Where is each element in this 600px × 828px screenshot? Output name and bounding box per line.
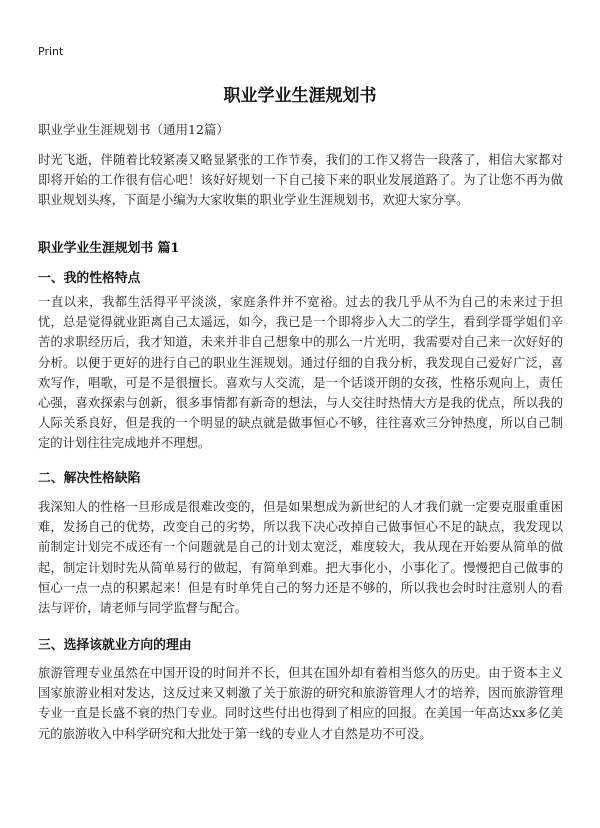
section-heading: 二、解决性格缺陷 [38, 471, 141, 486]
document-subtitle: 职业学业生涯规划书（通用12篇） [38, 122, 229, 137]
section-body: 我深知人的性格一旦形成是很难改变的，但是如果想成为新世纪的人才我们就一定要克服重重困难，发扬自己的优势，改变自己的劣势，所以我下决心改掉自己做事恒心不足的缺点，我发现以前制定计划完不成还有一个问题就是自己的计划太宽泛，难度较大，我从现在开始要从简单的做起，制定计划时先从简单易行的做起，有简单到难。把大事化小，小事化了。慢慢把自己做事的恒心一点一点的积累起来！但是有时单凭自己的努力还是不够的，所以我也会时时注意别人的看法与评价，请老师与同学监督与配合。 [38, 500, 563, 616]
print-label: Print [38, 45, 64, 58]
intro-paragraph: 时光飞逝，伴随着比较紧凑又略显紧张的工作节奏，我们的工作又将告一段落了，相信大家都对即将开始的工作很有信心吧！该好好规划一下自己接下来的职业发展道路了。为了让您不再为做职业规划头疼，下面是小编为大家收集的职业学业生涯规划书，欢迎大家分享。 [38, 153, 563, 208]
article-title: 职业学业生涯规划书 篇1 [38, 241, 180, 256]
section-body: 旅游管理专业虽然在中国开设的时间并不长，但其在国外却有着相当悠久的历史。由于资本主义国家旅游业相对发达，这反过来又刺激了关于旅游的研究和旅游管理人才的培养，因而旅游管理专业一直是长盛不衰的热门专业。同时这些付出也得到了相应的回报。在美国一年高达xx多亿美元的旅游收入中科学研究和大批处于第一线的专业人才自然是功不可没。 [38, 666, 563, 741]
section-heading: 一、我的性格特点 [38, 271, 141, 286]
document-title: 职业学业生涯规划书 [223, 86, 377, 106]
section-body: 一直以来，我都生活得平平淡淡，家庭条件并不宽裕。过去的我几乎从不为自己的未来过于担忧，总是觉得就业距离自己太遥远，如今，我已是一个即将步入大二的学生，看到学哥学姐们辛苦的求职经历后，我才知道，未来并非自己想象中的那么一片光明，我需要对自己来一次好好的分析。以便于更好的进行自己的职业生涯规划。通过仔细的自我分析，我发现自己爱好广泛，喜欢写作，唱歌，可是不是很擅长。喜欢与人交流，是一个话谈开朗的女孩，性格乐观向上，责任心强，喜欢探索与创新，很多事情都有新奇的想法，与人交往时热情大方是我的优点，所以我的人际关系良好，但是我的一个明显的缺点就是做事恒心不够，往往喜欢三分钟热度，所以自己制定的计划往往完成地并不理想。 [38, 295, 563, 451]
section-heading: 三、选择该就业方向的理由 [38, 638, 192, 653]
